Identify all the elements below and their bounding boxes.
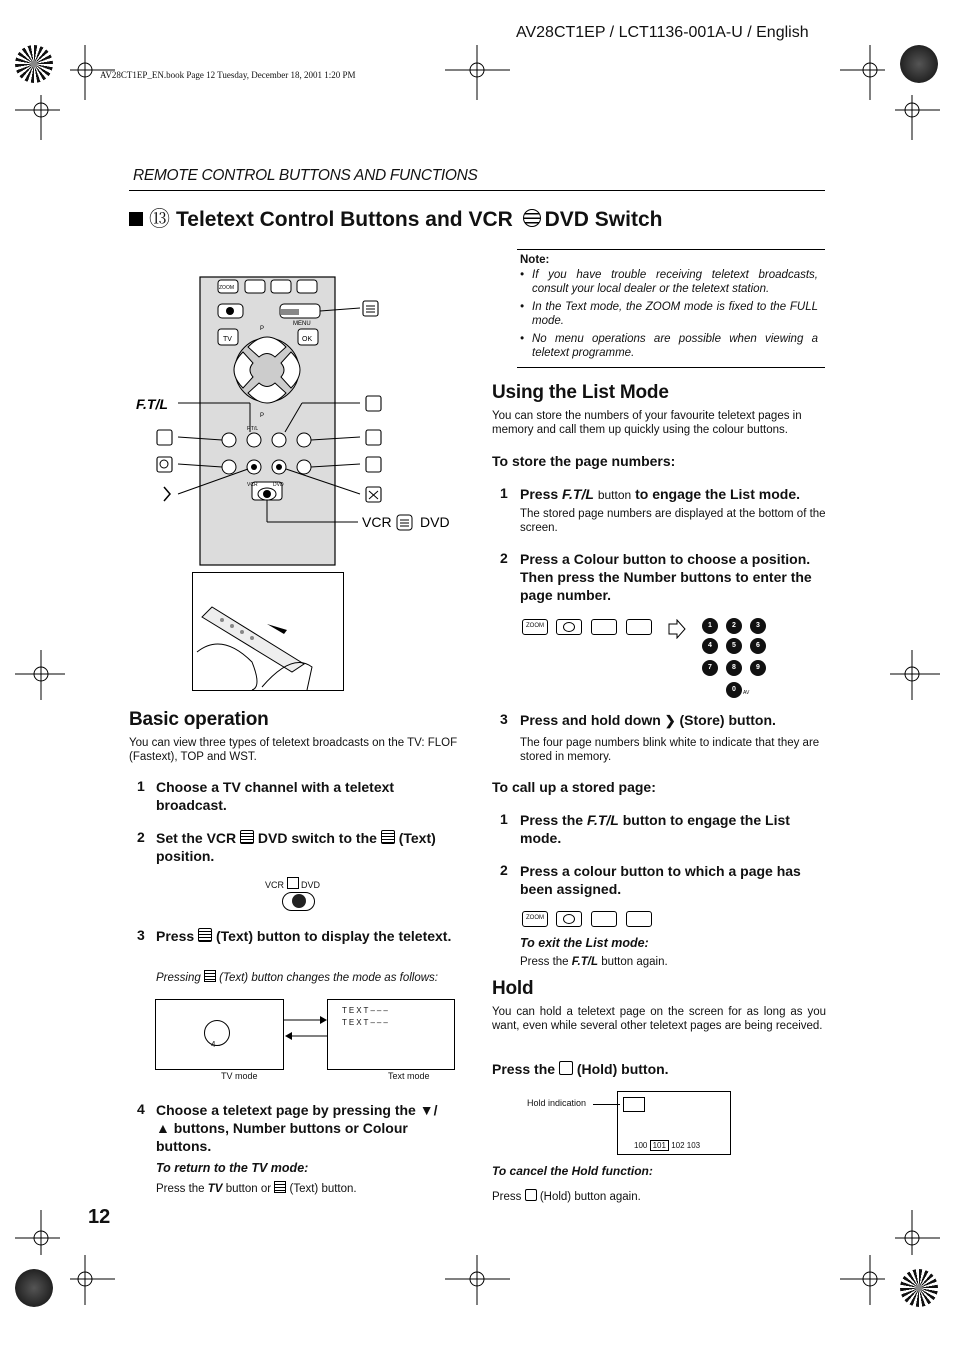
number-key: 0 xyxy=(726,682,742,698)
av-label: AV xyxy=(743,690,750,696)
store-heading: To store the page numbers: xyxy=(492,453,676,469)
hold-indication-label: Hold indication xyxy=(527,1098,587,1108)
ratio-key xyxy=(556,911,582,927)
text-icon xyxy=(523,209,541,227)
book-info: AV28CT1EP_EN.book Page 12 Tuesday, December 18, 2001 1:20 PM xyxy=(100,70,356,80)
number-key: 5 xyxy=(726,638,742,654)
zoom-key: ZOOM xyxy=(522,911,548,927)
text-icon xyxy=(287,877,299,889)
text-icon xyxy=(198,928,212,942)
return-text: Press the TV button or (Text) button. xyxy=(156,1183,357,1195)
list-step-1-sub: The stored page numbers are displayed at the bottom of the screen. xyxy=(520,508,826,534)
hold-screen xyxy=(617,1091,731,1155)
colour-key xyxy=(591,619,617,635)
call-step-1: Press the F.T/L button to engage the List mode. xyxy=(520,812,790,846)
number-key: 7 xyxy=(702,660,718,676)
step-number: 3 xyxy=(137,927,145,943)
page-list: 100 101 102 103 xyxy=(634,1141,701,1150)
colour-key xyxy=(626,911,652,927)
vcr-small-label: VCR xyxy=(247,482,258,488)
balloon-illustration xyxy=(204,1020,230,1046)
zoom-label: ZOOM xyxy=(219,285,234,291)
store-icon: ❯ xyxy=(664,713,676,728)
basic-intro: You can view three types of teletext broadcasts on the TV: FLOF (Fastext), TOP and WST. xyxy=(129,737,458,763)
step-number: 1 xyxy=(137,778,145,794)
step-number: 2 xyxy=(137,829,145,845)
note-top-rule xyxy=(517,249,825,250)
cancel-heading: To cancel the Hold function: xyxy=(492,1164,653,1178)
hold-icon xyxy=(525,1189,537,1201)
call-heading: To call up a stored page: xyxy=(492,779,656,795)
ftl-label: F.T/L xyxy=(571,956,598,968)
number-key: 6 xyxy=(750,638,766,654)
tv-mode-caption: TV mode xyxy=(221,1071,258,1081)
section-title: REMOTE CONTROL BUTTONS AND FUNCTIONS xyxy=(133,167,478,184)
basic-step-2: Set the VCR DVD switch to the (Text) position. xyxy=(156,830,436,864)
channel-number: 4 xyxy=(211,1040,216,1049)
mode-arrows xyxy=(284,1010,328,1042)
list-step-3-sub: The four page numbers blink white to indicate that they are stored in memory. xyxy=(520,737,820,763)
basic-step-3-sub: Pressing (Text) button changes the mode as follows: xyxy=(156,972,438,984)
dvd-small-label: DVD xyxy=(273,482,284,488)
exit-text: Press the F.T/L button again. xyxy=(520,956,668,968)
ratio-key xyxy=(556,619,582,635)
step-number: 2 xyxy=(500,862,508,878)
heading-number: ⑬ xyxy=(149,208,170,231)
model-header: AV28CT1EP / LCT1136-001A-U / English xyxy=(516,24,809,41)
tv-label: TV xyxy=(223,336,232,343)
basic-step-4: Choose a teletext page by pressing the ▼/▲ buttons, Number buttons or Colour buttons. xyxy=(156,1102,438,1154)
ftl-label: F.T/L xyxy=(562,486,594,502)
number-key: 4 xyxy=(702,638,718,654)
list-mode-heading: Using the List Mode xyxy=(492,382,669,403)
hold-intro: You can hold a teletext page on the screen for as long as you want, even while several other teletext pages are being received. xyxy=(492,1006,826,1032)
zoom-key: ZOOM xyxy=(522,619,548,635)
note-list xyxy=(520,268,818,360)
ftl-small-label: F.T/L xyxy=(247,426,259,432)
switch-knob xyxy=(292,894,306,908)
vcr-dvd-switch: VCR DVD xyxy=(265,877,320,890)
step-number: 3 xyxy=(500,711,508,727)
heading-text-b: DVD Switch xyxy=(544,208,663,231)
list-step-2: Press a Colour button to choose a position. Then press the Number buttons to enter the page number. xyxy=(520,551,812,603)
hold-indicator-icon xyxy=(623,1097,645,1112)
text-icon xyxy=(381,830,395,844)
hold-icon xyxy=(559,1061,573,1075)
hand-remote-illustration xyxy=(192,572,345,692)
heading-text-a: Teletext Control Buttons and VCR xyxy=(176,208,513,231)
hold-press: Press the (Hold) button. xyxy=(492,1061,669,1077)
page-number: 12 xyxy=(88,1206,111,1228)
text-mode-caption: Text mode xyxy=(388,1071,430,1081)
number-key: 2 xyxy=(726,618,742,634)
arrow-right-icon xyxy=(667,619,687,639)
dvd-callout: DVD xyxy=(420,514,450,530)
menu-label: MENU xyxy=(293,321,311,327)
section-rule xyxy=(129,190,825,191)
text-icon xyxy=(240,830,254,844)
p-top-label: P xyxy=(260,326,265,332)
list-mode-intro: You can store the numbers of your favourite teletext pages in memory and call them up quickly using the colour buttons. xyxy=(492,410,802,436)
note-title: Note: xyxy=(520,254,550,266)
text-icon xyxy=(274,1181,286,1193)
step-number: 2 xyxy=(500,550,508,566)
tv-label: TV xyxy=(207,1183,223,1195)
return-heading: To return to the TV mode: xyxy=(156,1161,309,1175)
square-bullet-icon xyxy=(129,212,143,226)
colour-key xyxy=(591,911,617,927)
text-line: TEXT––– xyxy=(342,1018,390,1027)
switch-body xyxy=(282,892,315,911)
step-number: 1 xyxy=(500,485,508,501)
call-step-2: Press a colour button to which a page has been assigned. xyxy=(520,863,801,897)
basic-heading: Basic operation xyxy=(129,709,269,730)
vcr-callout: VCR xyxy=(362,514,392,530)
number-key: 8 xyxy=(726,660,742,676)
list-step-3: Press and hold down ❯ (Store) button. xyxy=(520,712,776,728)
cancel-text: Press (Hold) button again. xyxy=(492,1191,641,1203)
remote-control-illustration xyxy=(130,272,460,567)
step-number: 1 xyxy=(500,811,508,827)
tv-mode-screen xyxy=(155,999,284,1070)
colour-key xyxy=(626,619,652,635)
number-key: 3 xyxy=(750,618,766,634)
note-item: • No menu operations are possible when viewing a teletext programme. xyxy=(520,333,818,359)
note-item: • If you have trouble receiving teletext broadcasts, consult your local dealer or the teletext station. xyxy=(520,269,818,295)
text-mode-screen xyxy=(327,999,455,1070)
hold-heading: Hold xyxy=(492,978,534,999)
list-step-1: Press F.T/L button to engage the List mode. xyxy=(520,486,800,502)
number-key: 1 xyxy=(702,618,718,634)
number-key: 9 xyxy=(750,660,766,676)
note-bottom-rule xyxy=(517,367,825,368)
basic-step-3: Press (Text) button to display the teletext. xyxy=(156,928,452,944)
ftl-label: F.T/L xyxy=(586,812,619,828)
text-icon xyxy=(204,970,216,982)
p-bottom-label: P xyxy=(260,413,265,419)
text-line: TEXT––– xyxy=(342,1006,390,1015)
hold-leader xyxy=(593,1104,620,1105)
ftl-callout: F.T/L xyxy=(136,396,168,412)
basic-step-1: Choose a TV channel with a teletext broadcast. xyxy=(156,779,395,813)
exit-heading: To exit the List mode: xyxy=(520,936,649,950)
note-item: • In the Text mode, the ZOOM mode is fixed to the FULL mode. xyxy=(520,301,818,327)
main-heading xyxy=(129,203,662,233)
step-number: 4 xyxy=(137,1101,145,1117)
ok-label: OK xyxy=(302,336,313,343)
